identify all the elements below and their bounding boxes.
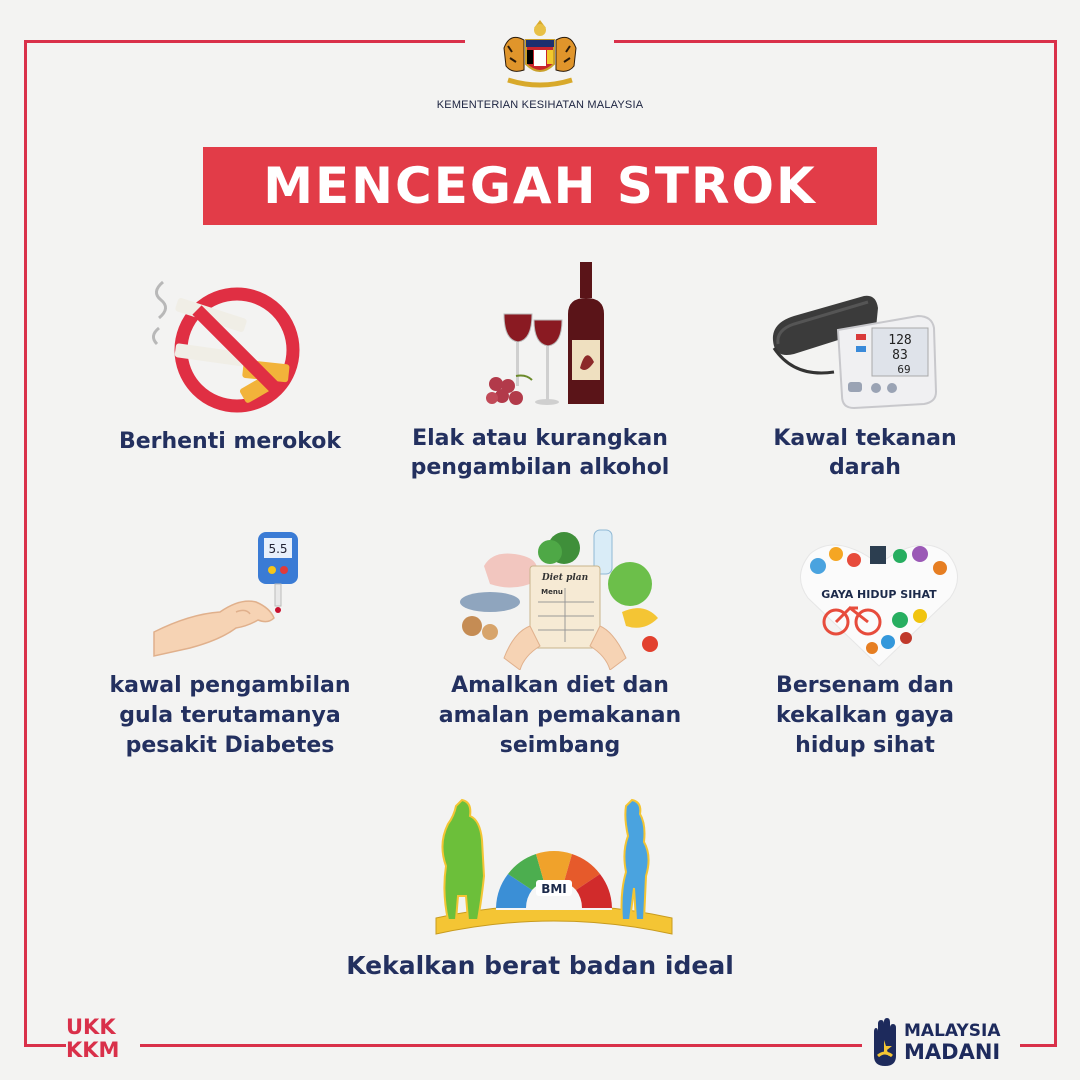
tip-label-smoking: Berhenti merokok	[118, 429, 342, 454]
ukk-kkm-logo: UKK KKM	[66, 1015, 120, 1062]
madani-hand-icon	[868, 1016, 902, 1068]
svg-text:Menu: Menu	[541, 588, 563, 596]
svg-text:128: 128	[888, 333, 912, 348]
frame-top-right	[614, 40, 1057, 43]
tip-label-glucose: kawal pengambilan gula terutamanya pesakit Diabetes	[109, 673, 351, 758]
malaysia-madani-logo: MALAYSIA MADANI	[868, 1016, 1028, 1068]
bmi-scale-icon	[432, 796, 676, 940]
svg-text:BMI: BMI	[541, 882, 567, 896]
page-title: MENCEGAH STROK	[263, 157, 817, 215]
glucose-meter-icon	[150, 528, 320, 668]
frame-top-left	[24, 40, 465, 43]
diet-plan-icon	[454, 522, 664, 670]
healthy-lifestyle-heart-icon	[796, 536, 962, 670]
frame-right	[1054, 40, 1057, 1047]
no-smoking-icon	[145, 270, 305, 420]
svg-text:Diet plan: Diet plan	[541, 573, 589, 583]
tip-label-diet: Amalkan diet dan amalan pemakanan seimbang	[438, 673, 682, 758]
frame-bottom-left	[24, 1044, 66, 1047]
svg-text:83: 83	[892, 348, 908, 363]
frame-bottom-mid	[140, 1044, 862, 1047]
blood-pressure-monitor-icon	[764, 288, 940, 412]
ministry-name: KEMENTERIAN KESIHATAN MALAYSIA	[436, 99, 644, 111]
wine-alcohol-icon	[482, 258, 612, 418]
svg-text:5.5: 5.5	[268, 542, 288, 556]
tip-label-exercise: Bersenam dan kekalkan gaya hidup sihat	[776, 673, 954, 758]
tip-label-blood-pressure: Kawal tekanan darah	[773, 426, 957, 480]
svg-text:69: 69	[897, 363, 911, 376]
svg-text:GAYA HIDUP SIHAT: GAYA HIDUP SIHAT	[821, 588, 937, 601]
title-banner	[203, 147, 877, 225]
tip-label-bmi: Kekalkan berat badan ideal	[346, 951, 734, 980]
tip-label-alcohol: Elak atau kurangkan pengambilan alkohol	[410, 426, 670, 480]
malaysia-coat-of-arms-icon	[490, 18, 590, 100]
frame-left	[24, 40, 27, 1047]
